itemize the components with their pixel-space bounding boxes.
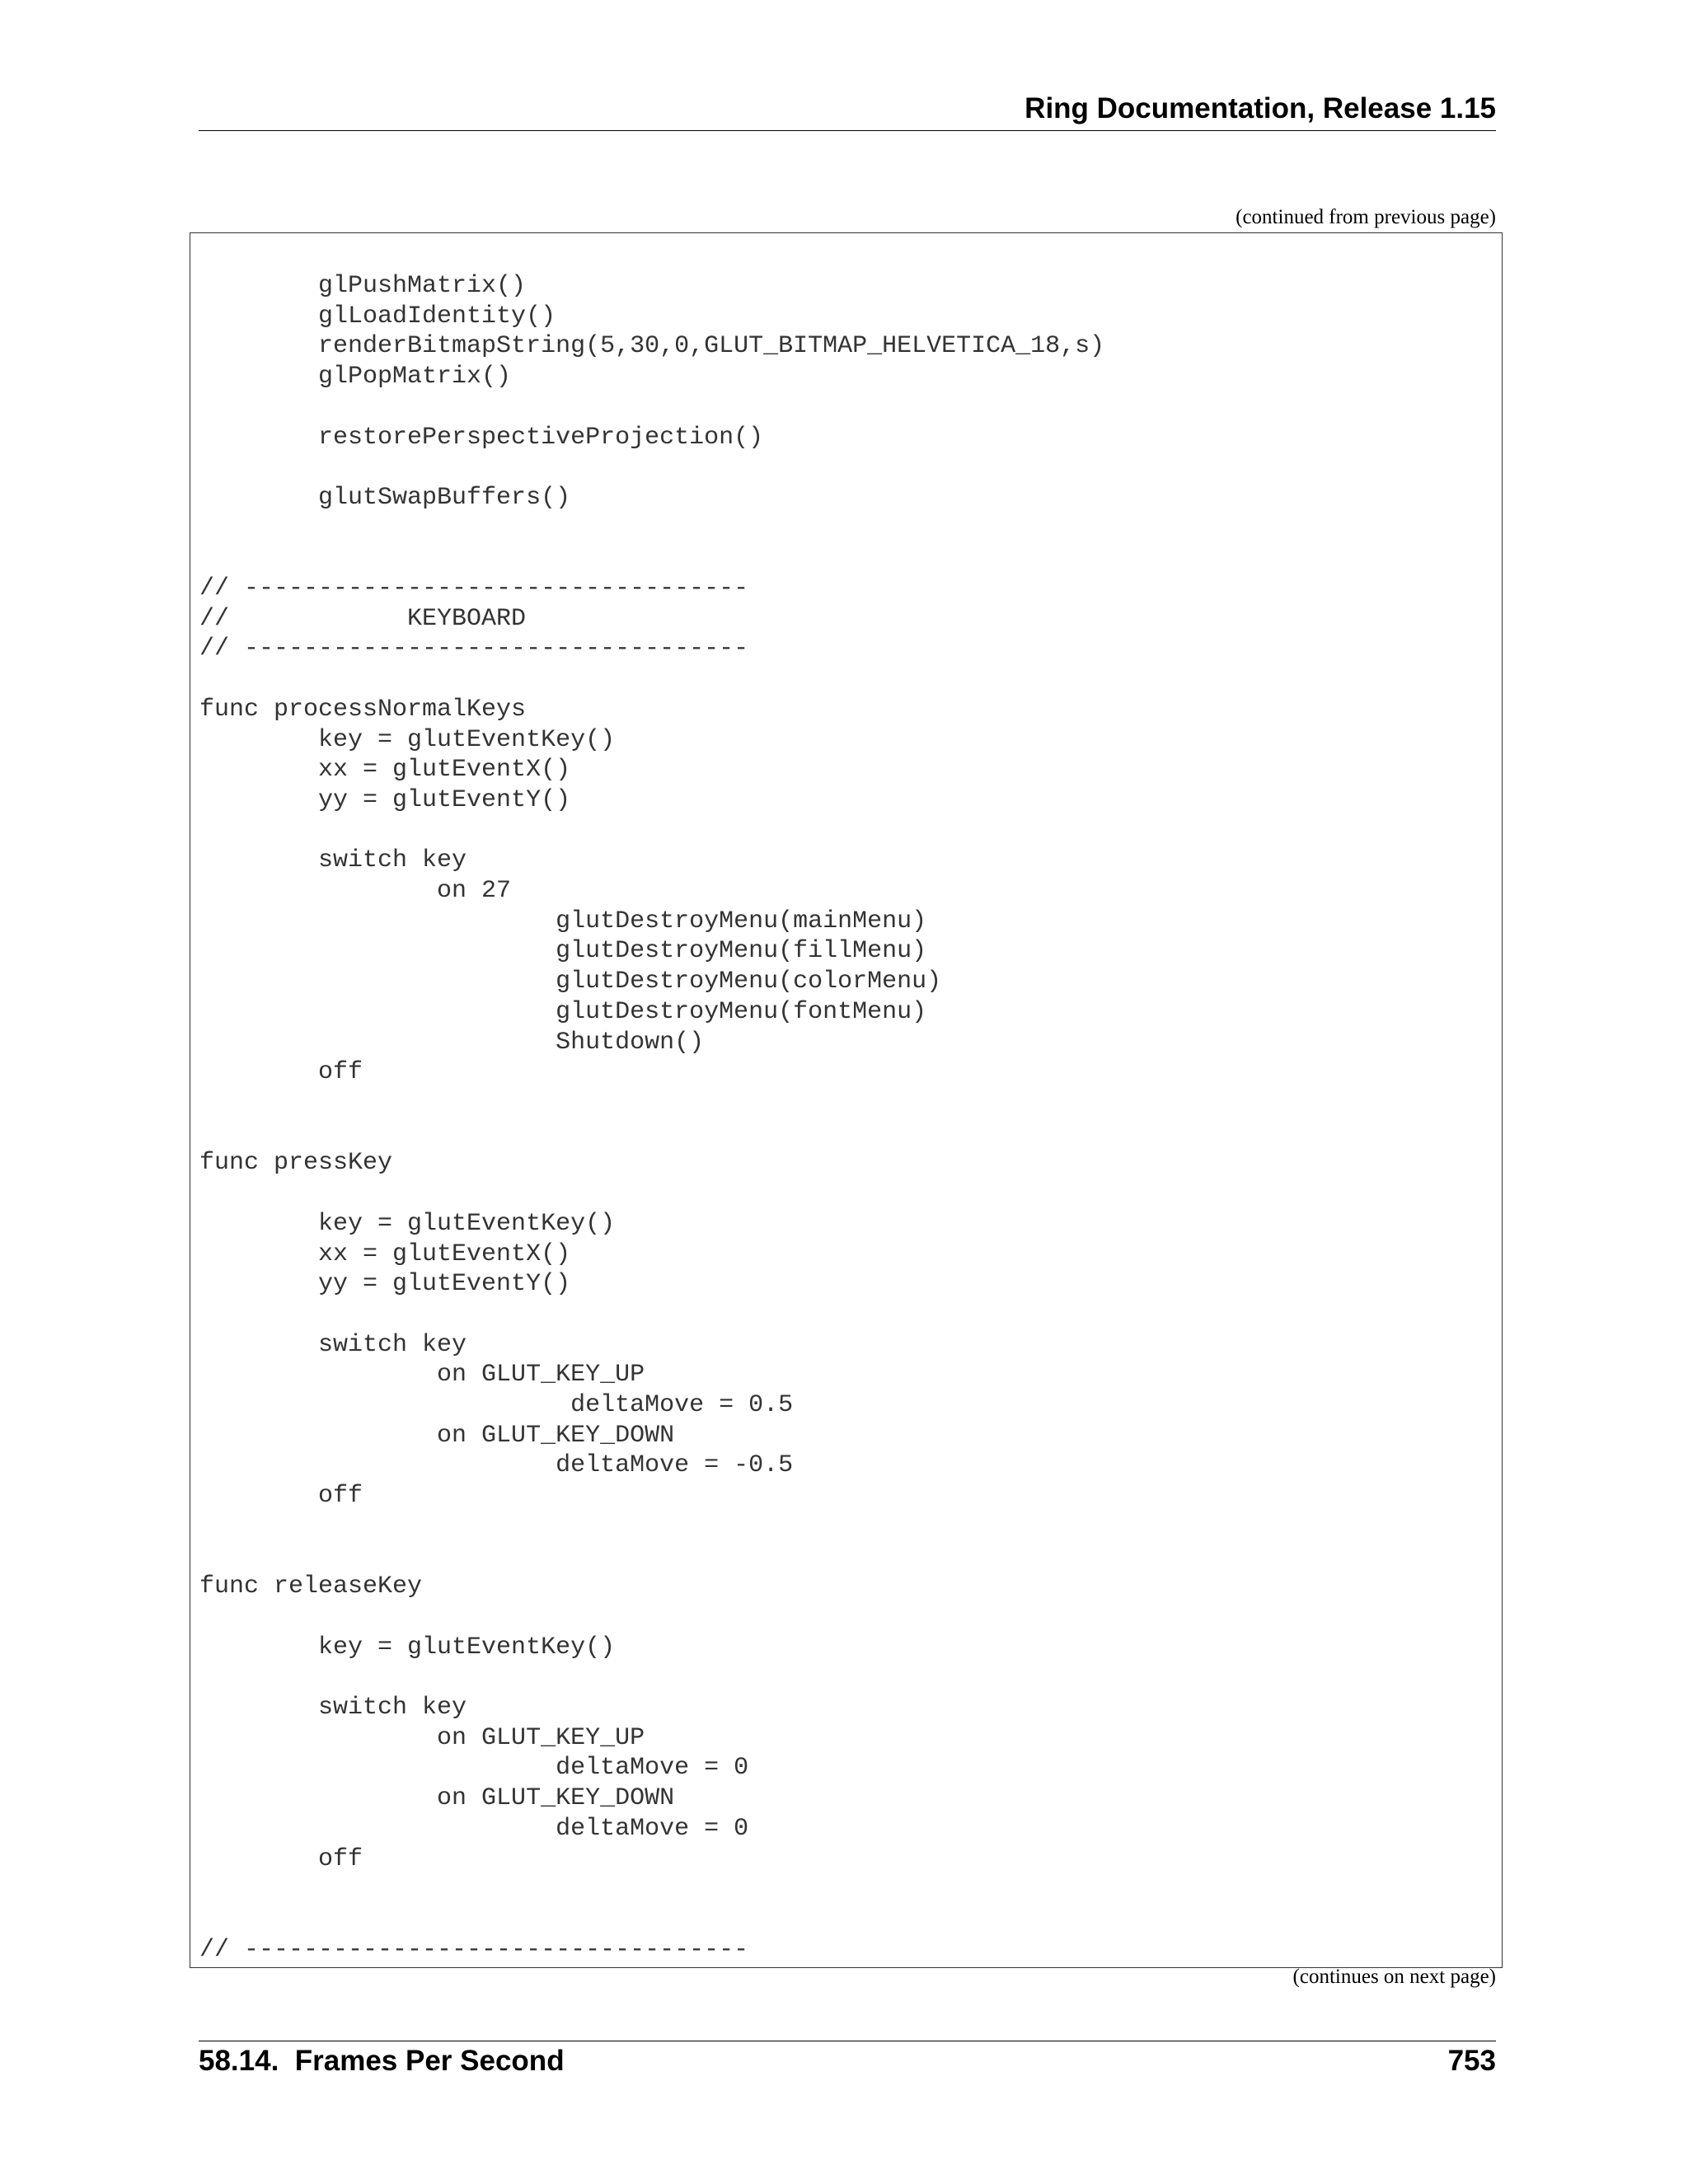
page-header-title: Ring Documentation, Release 1.15: [1025, 92, 1496, 124]
code-listing: glPushMatrix() glLoadIdentity() renderBitmapString(5,30,0,GLUT_BITMAP_HELVETICA_18,s) glPopMatrix() restorePerspectiveProjection() glutSwapBuffers() // ---------------------------------- // KEYBOARD // ---------------------------------- func processNormalKeys key = glutEventKey() xx = glutEventX() yy = glutEventY() switch key on 27 glutDestroyMenu(mainMenu) glutDestroyMenu(fillMenu) glutDestroyMenu(colorMenu) glutDestroyMenu(fontMenu) Shutdown() off func pressKey key = glutEventKey() xx = glutEventX() yy = glutEventY() switch key on GLUT_KEY_UP deltaMove = 0.5 on GLUT_KEY_DOWN deltaMove = -0.5 off func releaseKey key = glutEventKey() switch key on GLUT_KEY_UP deltaMove = 0 on GLUT_KEY_DOWN deltaMove = 0 off // ----------------------------------: [199, 272, 1105, 1964]
header-rule: [199, 130, 1496, 131]
footer-section-title: 58.14. Frames Per Second: [199, 2045, 565, 2077]
continues-on-note: (continues on next page): [1292, 1966, 1496, 1988]
page-number: 753: [1447, 2045, 1496, 2077]
code-block: [190, 232, 1503, 1968]
continued-from-note: (continued from previous page): [1236, 206, 1496, 228]
